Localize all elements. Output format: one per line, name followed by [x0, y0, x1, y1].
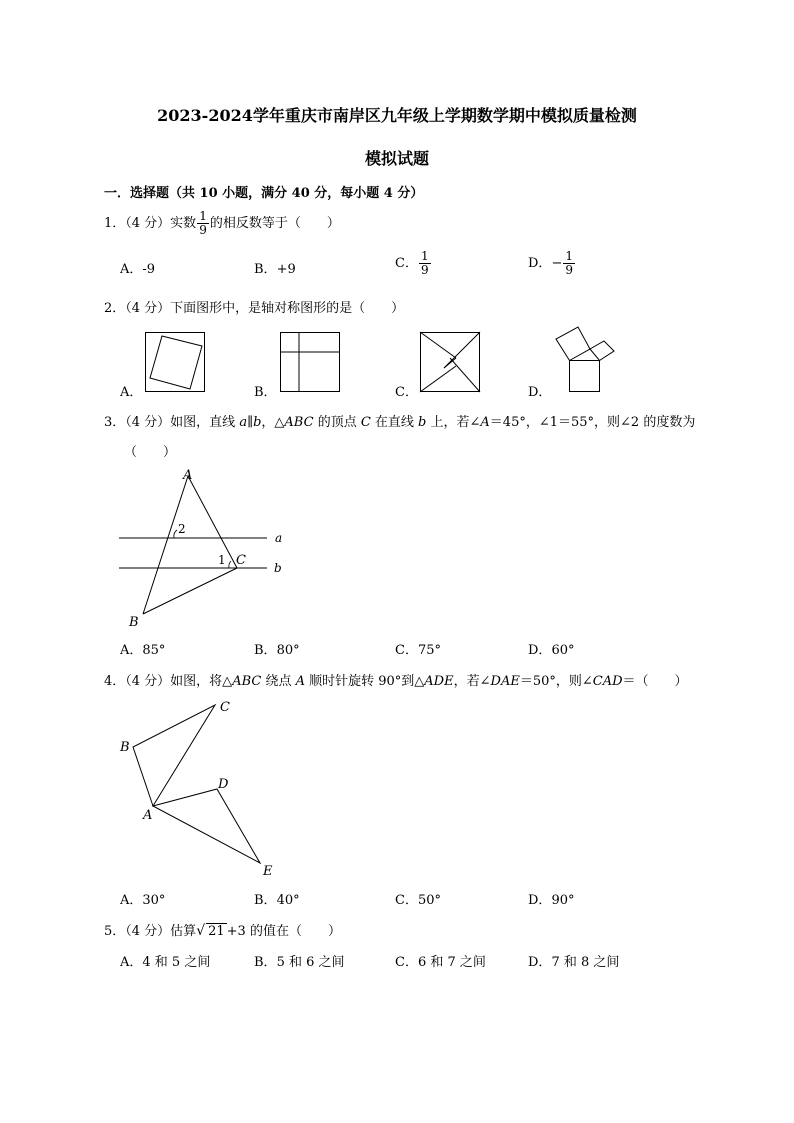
- q4-stem-part6: ＝（ ）: [622, 674, 688, 689]
- q2-option-c[interactable]: C．: [395, 385, 418, 400]
- q4-label-b: B: [120, 740, 130, 755]
- q1-frac-den: 9: [199, 223, 207, 237]
- q3-label-line-b: b: [274, 561, 282, 575]
- q3-stem-part3: 的顶点: [313, 415, 361, 430]
- q1-option-d-sign: −: [551, 256, 563, 271]
- q4-angle-cad: CAD: [592, 674, 623, 689]
- q5-option-c-letter: C．: [395, 955, 418, 970]
- q5-option-d-letter: D．: [528, 955, 552, 970]
- q4-angle-dae: DAE: [490, 674, 520, 689]
- q4-stem-part1: 4．（4 分）如图，将△: [104, 674, 233, 689]
- q3-answer-paren: （ ）: [124, 445, 177, 460]
- q3-var-c: C: [360, 415, 371, 430]
- question-1-stem: [104, 210, 340, 238]
- q3-triangle-name: ABC: [284, 415, 314, 430]
- q5-radical-sign: √: [196, 923, 206, 939]
- q4-option-d[interactable]: [528, 889, 574, 908]
- q3-option-d-letter: D．: [528, 643, 552, 658]
- q2-option-a[interactable]: A．: [120, 385, 143, 400]
- q1-option-a-text: -9: [142, 262, 156, 277]
- q1-option-b[interactable]: [254, 258, 296, 277]
- q3-var-angle-a: A: [480, 415, 490, 430]
- q2-figure-a-square-with-rotated-square: [145, 332, 205, 392]
- q1-frac-num: 1: [199, 209, 207, 223]
- q1-option-c[interactable]: [395, 250, 432, 277]
- q3-option-a-letter: A．: [120, 643, 143, 658]
- q3-stem-part2: ，△: [261, 415, 285, 430]
- q3-option-c[interactable]: [395, 639, 441, 658]
- q5-option-b-letter: B．: [254, 955, 277, 970]
- q5-option-d-text: 7 和 8 之间: [551, 955, 620, 970]
- section-heading: 一．选择题（共 10 小题，满分 40 分，每小题 4 分）: [104, 186, 424, 201]
- q1-suffix: 的相反数等于（ ）: [209, 216, 340, 231]
- q4-label-c: C: [220, 700, 230, 715]
- q1-option-d[interactable]: [528, 250, 576, 277]
- q3-stem-part1: 3．（4 分）如图，直线: [104, 415, 240, 430]
- q5-option-b[interactable]: [254, 951, 345, 970]
- q5-option-a[interactable]: [120, 951, 210, 970]
- q5-radicand: 21: [208, 924, 225, 939]
- q5-option-d[interactable]: [528, 951, 619, 970]
- question-3-stem: [104, 411, 695, 430]
- q4-label-e: E: [263, 864, 273, 879]
- q2-option-b[interactable]: B．: [254, 385, 277, 400]
- q1-option-b-text: +9: [276, 262, 296, 277]
- q4-option-a-text: 30°: [142, 893, 166, 908]
- q1-option-c-letter: C．: [395, 256, 418, 271]
- q1-option-d-letter: D．: [528, 256, 552, 271]
- q3-option-d-text: 60°: [551, 643, 575, 658]
- q5-option-b-text: 5 和 6 之间: [276, 955, 345, 970]
- q2-figure-c-pinwheel-square: [420, 332, 480, 392]
- q4-option-c-text: 50°: [417, 893, 441, 908]
- q4-option-b[interactable]: [254, 889, 300, 908]
- q3-option-d[interactable]: [528, 639, 574, 658]
- q3-option-a[interactable]: [120, 639, 165, 658]
- q4-triangle-ade: ADE: [424, 674, 454, 689]
- question-2-stem: 2．（4 分）下面图形中，是轴对称图形的是（ ）: [104, 301, 405, 316]
- q4-stem-part2: 绕点: [261, 674, 296, 689]
- page-title-line1: 2023-2024学年重庆市南岸区九年级上学期数学期中模拟质量检测: [157, 106, 637, 125]
- q1-option-c-fraction: [419, 250, 431, 277]
- q3-label-c-vertex: C: [236, 553, 246, 568]
- q3-stem-part6: ＝45°，∠1＝55°，则∠2 的度数为: [489, 415, 696, 430]
- q1-option-a-letter: A．: [120, 262, 143, 277]
- q3-label-angle-2: 2: [178, 522, 186, 536]
- question-4-stem: [104, 670, 688, 689]
- q1-option-b-letter: B．: [254, 262, 277, 277]
- q3-option-b-text: 80°: [276, 643, 300, 658]
- q5-suffix: +3 的值在（ ）: [226, 924, 341, 939]
- q3-option-c-text: 75°: [417, 643, 441, 658]
- q4-option-c-letter: C．: [395, 893, 418, 908]
- q3-option-b[interactable]: [254, 639, 300, 658]
- q1-option-a[interactable]: [120, 258, 155, 277]
- q3-label-a-vertex: A: [183, 468, 193, 483]
- q3-stem-part5: 上，若∠: [426, 415, 481, 430]
- q4-triangle-abc: ABC: [232, 674, 262, 689]
- q4-label-d: D: [218, 777, 229, 792]
- q3-label-line-a: a: [275, 531, 283, 545]
- q4-option-b-letter: B．: [254, 893, 277, 908]
- q3-option-a-text: 85°: [142, 643, 166, 658]
- q3-label-b-vertex: B: [129, 615, 139, 630]
- q5-option-a-letter: A．: [120, 955, 143, 970]
- question-5-stem: [104, 920, 341, 939]
- q4-var-a: A: [295, 674, 305, 689]
- q3-option-c-letter: C．: [395, 643, 418, 658]
- q3-parallel: ∥: [247, 415, 254, 430]
- q4-option-d-letter: D．: [528, 893, 552, 908]
- q1-prefix: 1．（4 分）实数: [104, 216, 197, 231]
- q3-var-b2: b: [418, 415, 427, 430]
- page-title-line2: 模拟试题: [364, 149, 429, 168]
- q1-option-c-den: 9: [420, 263, 429, 277]
- q4-option-a-letter: A．: [120, 893, 143, 908]
- q2-figure-b-divided-square: [280, 332, 340, 392]
- q4-option-a[interactable]: [120, 889, 165, 908]
- q3-var-a: a: [239, 415, 248, 430]
- q1-option-d-den: 9: [565, 263, 573, 277]
- q2-figure-d-pythagorean-squares: [552, 325, 618, 393]
- q4-option-b-text: 40°: [276, 893, 300, 908]
- q5-option-c[interactable]: [395, 951, 486, 970]
- q4-figure-rotated-triangles: [115, 695, 285, 880]
- q3-figure-parallel-lines-triangle: [115, 466, 290, 628]
- q3-var-b: b: [253, 415, 262, 430]
- q4-option-d-text: 90°: [551, 893, 575, 908]
- q2-option-d[interactable]: D．: [528, 385, 552, 400]
- q1-option-d-fraction: [563, 250, 575, 277]
- q4-stem-part3: 顺时针旋转 90°到△: [304, 674, 425, 689]
- q4-stem-part5: ＝50°，则∠: [519, 674, 593, 689]
- q4-label-a: A: [143, 808, 153, 823]
- q3-option-b-letter: B．: [254, 643, 277, 658]
- q4-stem-part4: ，若∠: [453, 674, 491, 689]
- q3-label-angle-1: 1: [218, 553, 226, 567]
- q1-option-c-num: 1: [420, 249, 429, 263]
- q5-prefix: 5．（4 分）估算: [104, 924, 197, 939]
- q5-option-c-text: 6 和 7 之间: [417, 955, 486, 970]
- q3-stem-part4: 在直线: [370, 415, 419, 430]
- q1-option-d-num: 1: [565, 249, 573, 263]
- q5-option-a-text: 4 和 5 之间: [142, 955, 211, 970]
- q4-option-c[interactable]: [395, 889, 441, 908]
- q1-fraction: [197, 210, 209, 237]
